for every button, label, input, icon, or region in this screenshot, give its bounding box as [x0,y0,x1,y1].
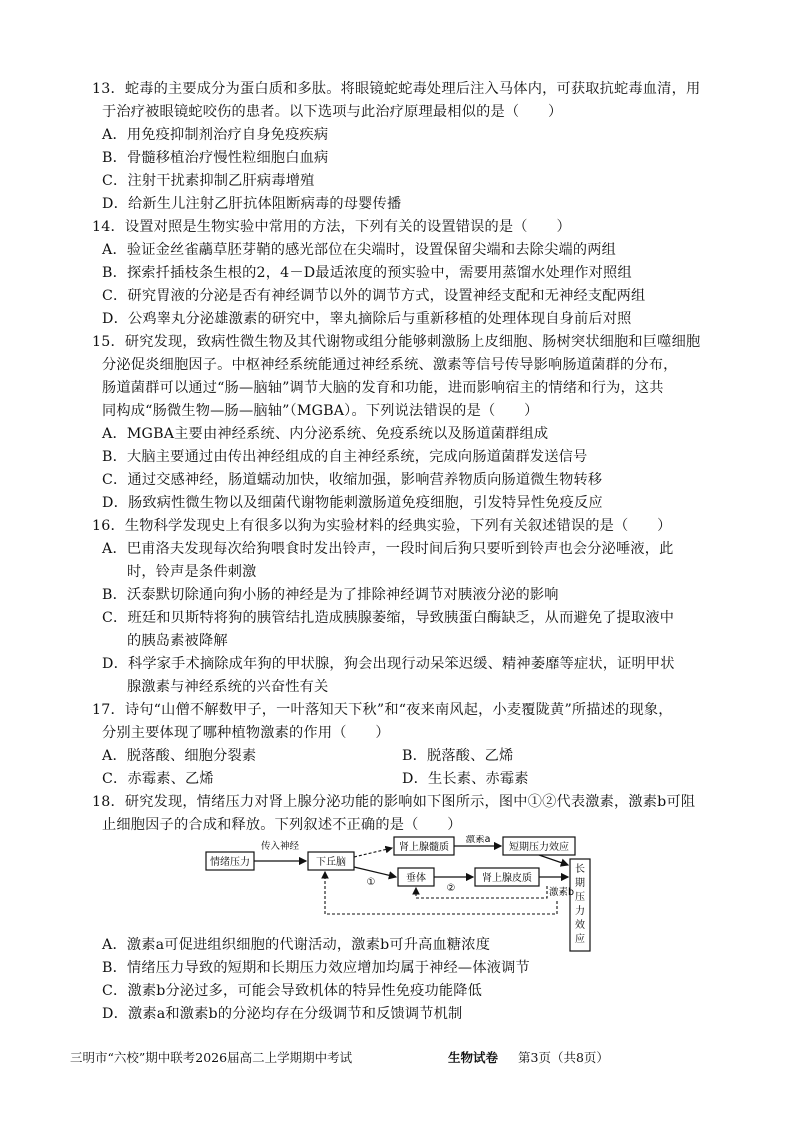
long-term-char-4: 力 [575,906,585,917]
question-13 [92,78,722,216]
medulla-label: 肾上腺髓质 [399,842,449,853]
question-15-option-b: B．大脑主要通过由传出神经组成的自主神经系统，完成向肠道菌群发送信号 [102,449,588,465]
question-13-option-a: A．用免疫抑制剂治疗自身免疫疾病 [102,127,329,143]
question-15-stem-4: 同构成“肠微生物—肠—脑轴”（MGBA）。下列说法错误的是（ ） [102,403,539,419]
question-18-option-a: A．激素a可促进组织细胞的代谢活动，激素b可升高血糖浓度 [102,937,491,953]
question-16-option-d-cont: 腺激素与神经系统的兴奋性有关 [127,679,329,695]
question-16-option-c: C．班廷和贝斯特将狗的胰管结扎造成胰腺萎缩，导致胰蛋白酶缺乏，从而避免了提取液中 [102,610,675,626]
long-term-char-5: 效 [575,920,585,931]
question-16-stem: 16．生物科学发现史上有很多以狗为实验材料的经典实验，下列有关叙述错误的是（ ） [92,518,672,534]
question-14 [92,216,722,331]
question-15-stem-2: 分泌促炎细胞因子。中枢神经系统能通过神经系统、激素等信号传导影响肠道菌群的分布， [102,357,678,373]
question-14-option-b: B．探索扦插枝条生根的2，4－D最适浓度的预实验中，需要用蒸馏水处理作对照组 [102,265,632,281]
question-17-options-row-1 [92,745,722,768]
question-16-option-b: B．沃泰默切除通向狗小肠的神经是为了排除神经调节对胰液分泌的影响 [102,587,559,603]
question-15-stem-3: 肠道菌群可以通过“肠—脑轴”调节大脑的发育和功能，进而影响宿主的情绪和行为，这共 [102,380,664,396]
question-13-stem-1: 13．蛇毒的主要成分为蛋白质和多肽。将眼镜蛇蛇毒处理后注入马体内，可获取抗蛇毒血清，用 [92,81,701,97]
question-17-stem-1: 17．诗句“山僧不解数甲子，一叶落知天下秋”和“夜来南风起，小麦覆陇黄”所描述的现象， [92,702,673,718]
question-18-stem-1: 18．研究发现，情绪压力对肾上腺分泌功能的影响如下图所示，图中①②代表激素，激素b可阻 [92,794,696,810]
question-13-option-d: D．给新生儿注射乙肝抗体阻断病毒的母婴传播 [102,196,402,212]
long-term-char-1: 长 [575,864,585,875]
question-15-option-c: C．通过交感神经，肠道蠕动加快，收缩加强，影响营养物质向肠道微生物转移 [102,472,603,488]
question-18-option-d: D．激素a和激素b的分泌均存在分级调节和反馈调节机制 [102,1006,463,1022]
stress-label: 情绪压力 [210,857,250,868]
question-18-option-c: C．激素b分泌过多，可能会导致机体的特异性免疫功能降低 [102,983,483,999]
long-term-char-6: 应 [575,934,585,945]
question-17-options-row-2 [92,768,722,791]
question-14-option-c: C．研究胃液的分泌是否有神经调节以外的调节方式，设置神经支配和无神经支配两组 [102,288,646,304]
hormone-2-mark: ② [446,883,456,894]
question-16-option-a: A．巴甫洛夫发现每次给狗喂食时发出铃声，一段时间后狗只要听到铃声也会分泌唾液，此 [102,541,674,557]
arrow-hypothalamus-to-medulla [354,848,392,857]
question-14-option-a: A．验证金丝雀虉草胚芽鞘的感光部位在尖端时，设置保留尖端和去除尖端的两组 [102,242,617,258]
page-footer [70,1048,750,1066]
pituitary-label: 垂体 [406,873,426,884]
question-16-option-a-cont: 时，铃声是条件刺激 [127,564,257,580]
short-term-label: 短期压力效应 [509,842,569,853]
question-17 [92,699,722,791]
question-18 [92,791,722,837]
question-13-option-c: C．注射干扰素抑制乙肝病毒增殖 [102,173,315,189]
question-15 [92,331,722,515]
question-18-stem-2: 止细胞因子的合成和释放。下列叙述不正确的是（ ） [102,817,462,833]
question-16 [92,515,722,699]
long-term-char-2: 期 [575,878,585,889]
cortex-label: 肾上腺皮质 [482,873,532,884]
hormone-a-label: 激素a [465,835,491,845]
long-term-char-3: 压 [575,892,585,903]
question-15-stem-1: 15．研究发现，致病性微生物及其代谢物或组分能够刺激肠上皮细胞、肠树突状细胞和巨噬细胞 [92,334,701,350]
question-16-option-c-cont: 的胰岛素被降解 [127,633,228,649]
question-17-option-b: B．脱落酸、乙烯 [402,748,514,764]
question-14-option-d: D．公鸡睾丸分泌雄激素的研究中，睾丸摘除后与重新移植的处理体现自身前后对照 [102,311,632,327]
question-15-option-a: A．MGBA主要由神经系统、内分泌系统、免疫系统以及肠道菌群组成 [102,426,549,442]
hypothalamus-label: 下丘脑 [316,857,346,868]
arrow-hypothalamus-to-pituitary [354,867,396,877]
question-17-option-d: D．生长素、赤霉素 [402,771,529,787]
question-18-options [92,934,722,1026]
question-14-stem: 14．设置对照是生物实验中常用的方法，下列有关的设置错误的是（ ） [92,219,571,235]
feedback-to-pituitary [416,886,547,898]
question-15-option-d: D．肠致病性微生物以及细菌代谢物能刺激肠道免疫细胞，引发特异性免疫反应 [102,495,603,511]
question-13-stem-2: 于治疗被眼镜蛇咬伤的患者。以下选项与此治疗原理最相似的是（ ） [102,104,563,120]
question-18-option-b: B．情绪压力导致的短期和长期压力效应增加均属于神经—体液调节 [102,960,530,976]
afferent-label: 传入神经 [260,841,300,852]
hormone-b-label: 激素b [549,887,575,898]
hormone-1-mark: ① [366,877,376,888]
question-17-option-a: A．脱落酸、细胞分裂素 [102,748,257,764]
question-13-option-b: B．骨髓移植治疗慢性粒细胞白血病 [102,150,329,166]
question-16-option-d: D．科学家手术摘除成年狗的甲状腺，狗会出现行动呆笨迟缓、精神萎靡等症状，证明甲状 [102,656,675,672]
question-17-stem-2: 分别主要体现了哪种植物激素的作用（ ） [102,725,390,741]
question-17-option-c: C．赤霉素、乙烯 [102,771,214,787]
footer-page-number: 第3页（共8页） [518,1050,609,1065]
footer-subject: 生物试卷 [448,1050,499,1065]
arrow-short-to-long [539,855,568,865]
footer-exam-title: 三明市“六校”期中联考2026届高二上学期期中考试 [70,1050,353,1065]
